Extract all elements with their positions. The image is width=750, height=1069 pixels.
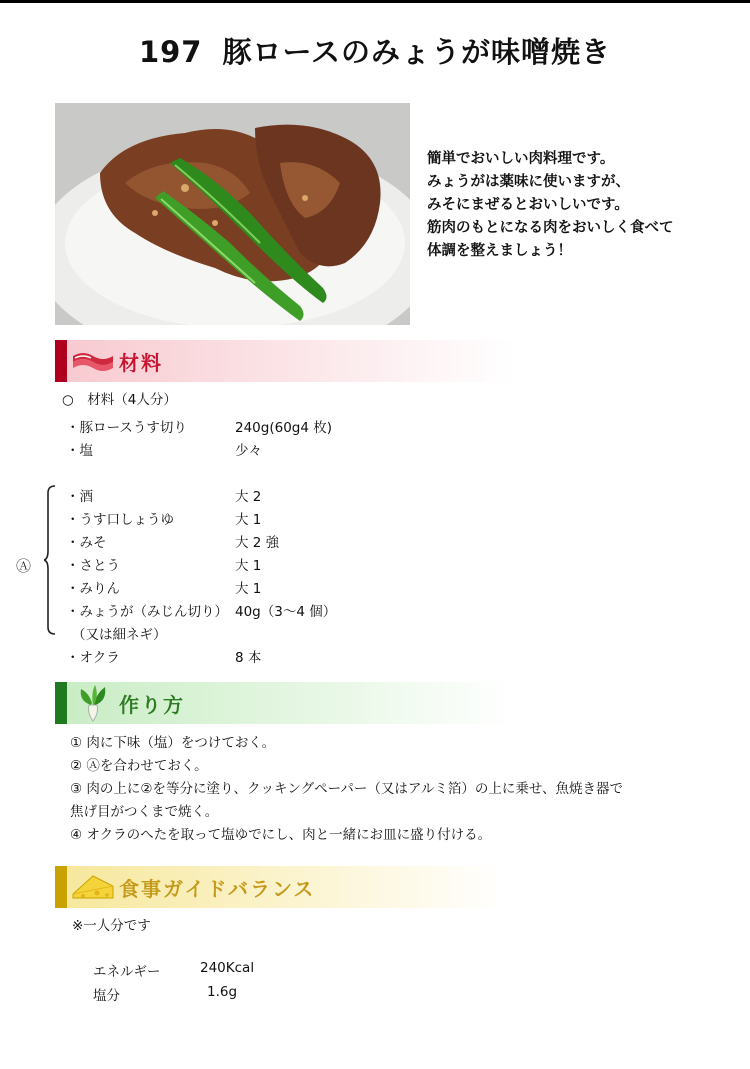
recipe-name: 豚ロースのみょうが味噌焼き xyxy=(222,35,612,69)
ingredient-qty: 大 1 xyxy=(235,558,262,574)
section-accent-bar xyxy=(55,682,67,724)
intro-line: みょうがは薬味に使いますが、 xyxy=(427,174,630,190)
ingredient-row xyxy=(66,646,262,666)
cheese-icon xyxy=(67,866,119,908)
ingredient-row xyxy=(66,600,337,620)
ingredient-name: ・みそ xyxy=(66,535,107,551)
guide-note: ※一人分です xyxy=(72,918,151,934)
ingredient-name: ・豚ロースうす切り xyxy=(66,420,187,436)
ingredient-qty: 大 2 強 xyxy=(235,535,280,551)
ingredient-name: ・うす口しょうゆ xyxy=(66,512,174,528)
recipe-number: 197 xyxy=(138,35,203,69)
ingredient-qty: 8 本 xyxy=(235,650,262,666)
ingredient-qty: 大 2 xyxy=(235,489,262,505)
salt-label: 塩分 xyxy=(93,988,120,1004)
method-step: ④ オクラのへたを取って塩ゆでにし、肉と一緒にお皿に盛り付ける。 xyxy=(70,827,492,843)
intro-text xyxy=(427,148,674,263)
intro-line: 体調を整えましょう！ xyxy=(427,243,572,259)
ingredient-qty: 240g(60g4 枚) xyxy=(235,420,332,436)
meat-icon xyxy=(67,340,119,382)
intro-line: 簡単でおいしい肉料理です。 xyxy=(427,151,615,167)
ingredient-row xyxy=(66,554,262,574)
ingredient-name: ・みりん xyxy=(66,581,120,597)
section-accent-bar xyxy=(55,866,67,908)
ingredients-heading: ○ 材料（4人分） xyxy=(62,392,177,408)
ingredient-name: ・塩 xyxy=(66,443,93,459)
method-section-header xyxy=(55,682,515,724)
top-rule xyxy=(0,0,750,3)
ingredient-row xyxy=(66,439,262,459)
ingredient-row xyxy=(66,416,332,436)
group-a-label: Ⓐ xyxy=(16,557,32,575)
salt-value: 1.6g xyxy=(207,984,238,1000)
ingredient-row xyxy=(66,577,262,597)
ingredient-qty: 大 1 xyxy=(235,581,262,597)
ingredient-row xyxy=(66,508,262,528)
method-step: ③ 肉の上に②を等分に塗り、クッキングペーパー（又はアルミ箔）の上に乗せ、魚焼き器で xyxy=(70,781,623,797)
section-title: 食事ガイドバランス xyxy=(119,876,316,901)
intro-line: 筋肉のもとになる肉をおいしく食べて xyxy=(427,220,674,236)
ingredient-qty: 40g（3～4 個） xyxy=(235,604,337,620)
section-title: 作り方 xyxy=(119,692,185,717)
ingredients-section-header xyxy=(55,340,515,382)
intro-line: みそにまぜるとおいしいです。 xyxy=(427,197,629,213)
ingredient-name: ・さとう xyxy=(66,558,120,574)
ingredient-row xyxy=(66,531,280,551)
guide-section-header xyxy=(55,866,505,908)
ingredient-name: ・酒 xyxy=(66,489,93,505)
section-accent-bar xyxy=(55,340,67,382)
energy-label: エネルギー xyxy=(93,964,161,980)
ingredient-name: ・みょうが（みじん切り） xyxy=(66,604,228,620)
ingredient-row xyxy=(66,485,262,505)
section-title: 材料 xyxy=(119,350,163,375)
ingredient-name: ・オクラ xyxy=(66,650,120,666)
ingredient-qty: 大 1 xyxy=(235,512,262,528)
method-step: 焦げ目がつくまで焼く。 xyxy=(70,804,219,820)
ingredient-row xyxy=(72,623,167,643)
page-title xyxy=(0,30,750,71)
method-step: ① 肉に下味（塩）をつけておく。 xyxy=(70,735,276,751)
energy-value: 240Kcal xyxy=(200,960,255,976)
ingredient-qty: 少々 xyxy=(235,443,262,459)
ingredient-note: （又は細ネギ） xyxy=(72,627,167,643)
group-brace xyxy=(44,485,56,635)
method-step: ② Ⓐを合わせておく。 xyxy=(70,758,208,774)
dish-photo xyxy=(55,103,410,325)
vegetable-icon xyxy=(67,682,119,724)
